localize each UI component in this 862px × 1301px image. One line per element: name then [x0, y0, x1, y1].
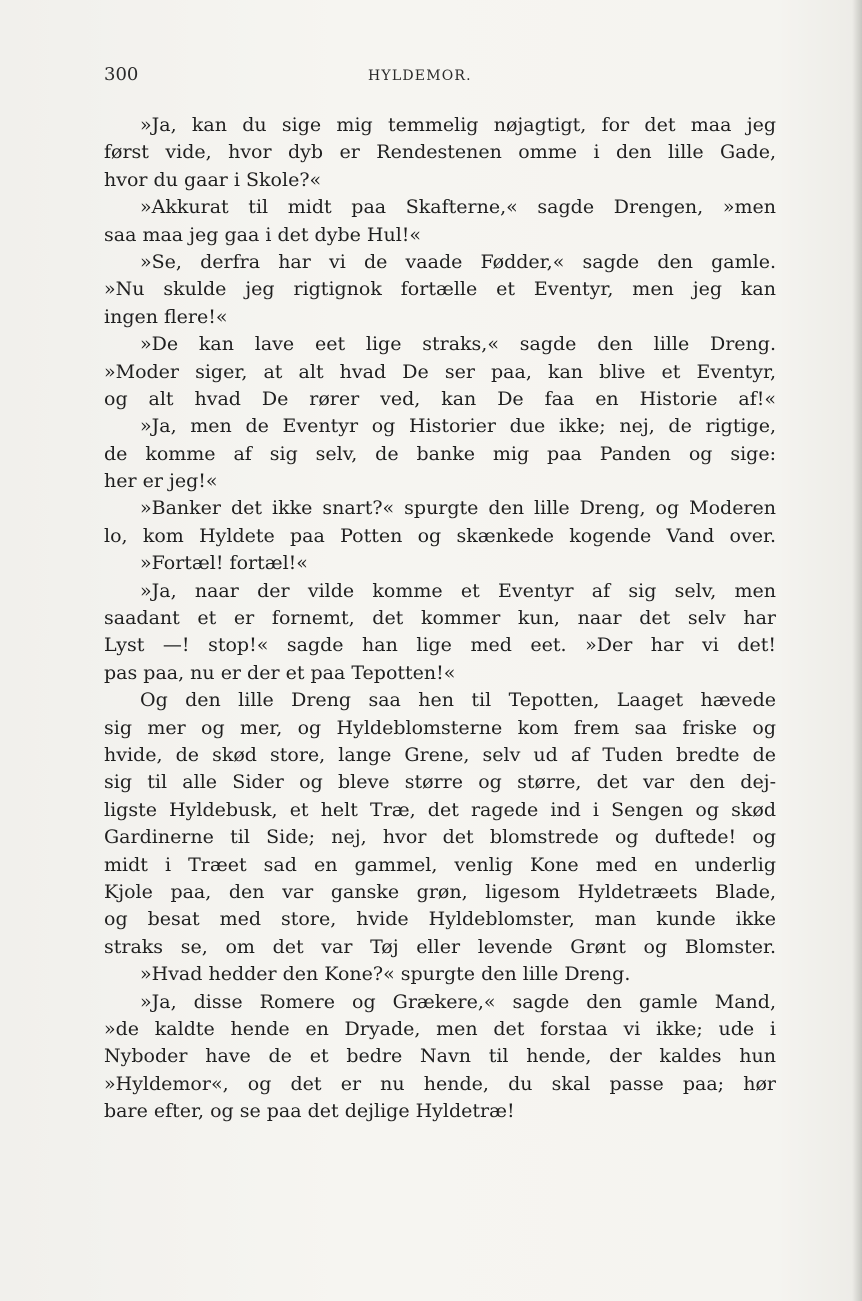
page-edge-shadow	[852, 0, 862, 1301]
text-line: saa maa jeg gaa i det dybe Hul!«	[104, 223, 422, 246]
text-line: Og den lille Dreng saa hen til Tepotten, Laaget hævede	[140, 689, 776, 712]
text-line: Lyst —! stop!« sagde han lige med eet. »Der har vi det!	[104, 634, 776, 657]
text-line: »Ja, men de Eventyr og Historier due ikke; nej, de rigtige,	[140, 415, 776, 438]
text-line: »Ja, naar der vilde komme et Eventyr af sig selv, men	[140, 579, 776, 602]
text-line: straks se, om det var Tøj eller levende Grønt og Blomster.	[104, 935, 776, 958]
text-line: »De kan lave eet lige straks,« sagde den lille Dreng.	[140, 333, 776, 356]
text-line: »Fortæl! fortæl!«	[140, 552, 308, 575]
page-number: 300	[104, 64, 139, 85]
page-header	[104, 64, 776, 88]
text-line: »Ja, disse Romere og Grækere,« sagde den gamle Mand,	[140, 990, 776, 1013]
text-line: hvide, de skød store, lange Grene, selv ud af Tuden bredte de	[104, 743, 776, 766]
text-line: og besat med store, hvide Hyldeblomster, man kunde ikke	[104, 908, 776, 931]
text-line: først vide, hvor dyb er Rendestenen omme i den lille Gade,	[104, 141, 776, 164]
text-line: »de kaldte hende en Dryade, men det forstaa vi ikke; ude i	[104, 1017, 776, 1040]
text-line: saadant et er fornemt, det kommer kun, naar det selv har	[104, 607, 776, 630]
text-line: bare efter, og se paa det dejlige Hyldetræ!	[104, 1100, 515, 1123]
text-line: lo, kom Hyldete paa Potten og skænkede kogende Vand over.	[104, 524, 776, 547]
text-line: »Nu skulde jeg rigtignok fortælle et Eventyr, men jeg kan	[104, 278, 776, 301]
text-line: sig mer og mer, og Hyldeblomsterne kom frem saa friske og	[104, 716, 776, 739]
text-line: her er jeg!«	[104, 470, 218, 493]
text-line: ingen flere!«	[104, 305, 228, 328]
text-line: pas paa, nu er der et paa Tepotten!«	[104, 661, 456, 684]
text-line: de komme af sig selv, de banke mig paa Panden og sige:	[104, 442, 776, 465]
body-text	[104, 112, 776, 1125]
running-head: HYLDEMOR.	[368, 68, 472, 84]
text-line: »Ja, kan du sige mig temmelig nøjagtigt, for det maa jeg	[140, 114, 776, 136]
text-line: Kjole paa, den var ganske grøn, ligesom Hyldetræets Blade,	[104, 880, 776, 903]
text-line: »Hvad hedder den Kone?« spurgte den lille Dreng.	[140, 963, 631, 986]
text-line: »Akkurat til midt paa Skafterne,« sagde Drengen, »men	[140, 196, 776, 219]
text-line: ligste Hyldebusk, et helt Træ, det ragede ind i Sengen og skød	[104, 798, 776, 821]
text-line: »Moder siger, at alt hvad De ser paa, kan blive et Eventyr,	[104, 360, 776, 383]
text-line: og alt hvad De rører ved, kan De faa en Historie af!«	[104, 387, 776, 410]
text-line: Nyboder have de et bedre Navn til hende, der kaldes hun	[104, 1045, 776, 1068]
text-line: »Se, derfra har vi de vaade Fødder,« sagde den gamle.	[140, 250, 776, 273]
text-line: sig til alle Sider og bleve større og større, det var den dej-	[104, 771, 776, 794]
text-line: »Banker det ikke snart?« spurgte den lille Dreng, og Moderen	[140, 497, 776, 520]
text-line: midt i Træet sad en gammel, venlig Kone med en underlig	[104, 853, 776, 876]
text-line: Gardinerne til Side; nej, hvor det blomstrede og duftede! og	[104, 826, 776, 849]
text-line: »Hyldemor«, og det er nu hende, du skal passe paa; hør	[104, 1072, 776, 1095]
text-line: hvor du gaar i Skole?«	[104, 168, 322, 191]
